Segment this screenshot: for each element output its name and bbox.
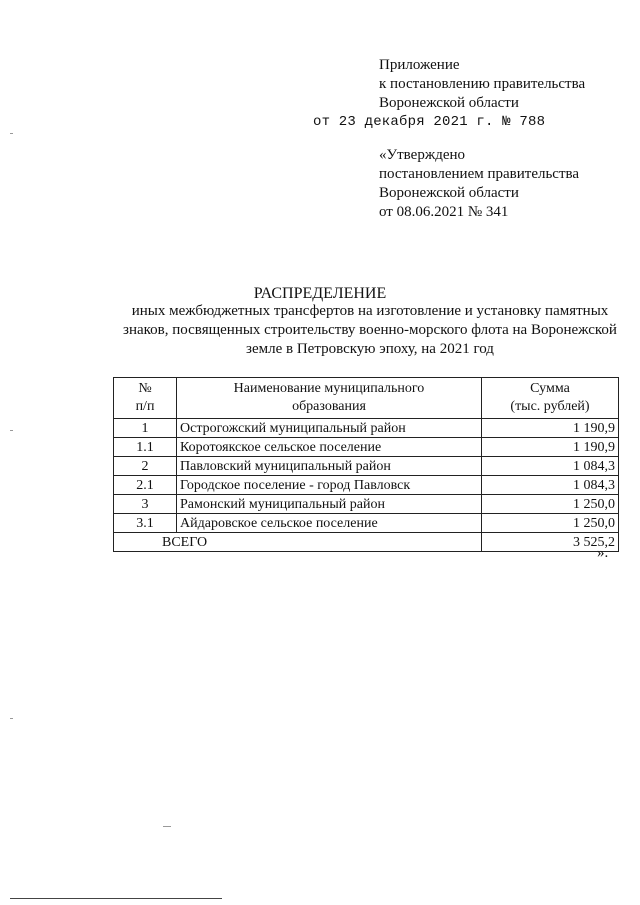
row-municipality: Коротоякское сельское поселение [177, 438, 482, 457]
footer-rule [10, 898, 222, 899]
header-municipality-line-1: Наименование муниципального [233, 381, 425, 396]
row-municipality: Павловский муниципальный район [177, 457, 482, 476]
row-municipality: Городское поселение - город Павловск [177, 476, 482, 495]
approval-line-1: «Утверждено [379, 147, 466, 163]
approval-line-2: постановлением правительства [379, 166, 580, 182]
document-title: РАСПРЕДЕЛЕНИЕ [253, 285, 387, 302]
scan-mark [10, 133, 13, 134]
subtitle-line-1: иных межбюджетных трансфертов на изготовление и установку памятных [131, 303, 609, 319]
header-sum-line-1: Сумма [530, 381, 570, 396]
table-row [114, 438, 619, 457]
subtitle-line-3: земле в Петровскую эпоху, на 2021 год [246, 341, 494, 357]
row-number: 2 [114, 457, 177, 476]
table-row [114, 476, 619, 495]
row-number: 2.1 [114, 476, 177, 495]
header-sum-line-2: (тыс. рублей) [510, 399, 590, 414]
header-number [114, 378, 177, 419]
table-row [114, 495, 619, 514]
total-label: ВСЕГО [114, 533, 482, 552]
row-sum: 1 190,9 [482, 419, 619, 438]
header-municipality-line-2: образования [292, 399, 366, 414]
header-number-line-1: № [138, 381, 152, 396]
approval-block [379, 146, 579, 222]
row-municipality: Рамонский муниципальный район [177, 495, 482, 514]
scan-mark [10, 430, 13, 431]
table-row [114, 514, 619, 533]
distribution-table [113, 377, 619, 552]
document-subtitle [100, 302, 640, 359]
appendix-line-1: Приложение [379, 57, 460, 73]
decree-reference: от 23 декабря 2021 г. № 788 [313, 114, 546, 130]
approval-line-3: Воронежской области [379, 185, 519, 201]
row-sum: 1 084,3 [482, 457, 619, 476]
appendix-line-3: Воронежской области [379, 95, 519, 111]
appendix-block [379, 56, 585, 113]
row-number: 3.1 [114, 514, 177, 533]
total-sum: 3 525,2 [482, 533, 619, 552]
table-row [114, 457, 619, 476]
row-sum: 1 084,3 [482, 476, 619, 495]
row-number: 3 [114, 495, 177, 514]
table-header-row [114, 378, 619, 419]
appendix-line-2: к постановлению правительства [379, 76, 586, 92]
scan-mark [163, 826, 171, 827]
row-sum: 1 250,0 [482, 514, 619, 533]
row-number: 1.1 [114, 438, 177, 457]
header-municipality [177, 378, 482, 419]
row-municipality: Айдаровское сельское поселение [177, 514, 482, 533]
subtitle-line-2: знаков, посвященных строительству военно-морского флота на Воронежской [123, 322, 617, 338]
header-number-line-2: п/п [135, 399, 155, 414]
row-number: 1 [114, 419, 177, 438]
row-sum: 1 250,0 [482, 495, 619, 514]
scan-mark [10, 718, 13, 719]
row-municipality: Острогожский муниципальный район [177, 419, 482, 438]
table-row [114, 419, 619, 438]
row-sum: 1 190,9 [482, 438, 619, 457]
closing-quote: ». [597, 545, 609, 561]
header-sum [482, 378, 619, 419]
table-total-row [114, 533, 619, 552]
approval-line-4: от 08.06.2021 № 341 [379, 204, 509, 220]
